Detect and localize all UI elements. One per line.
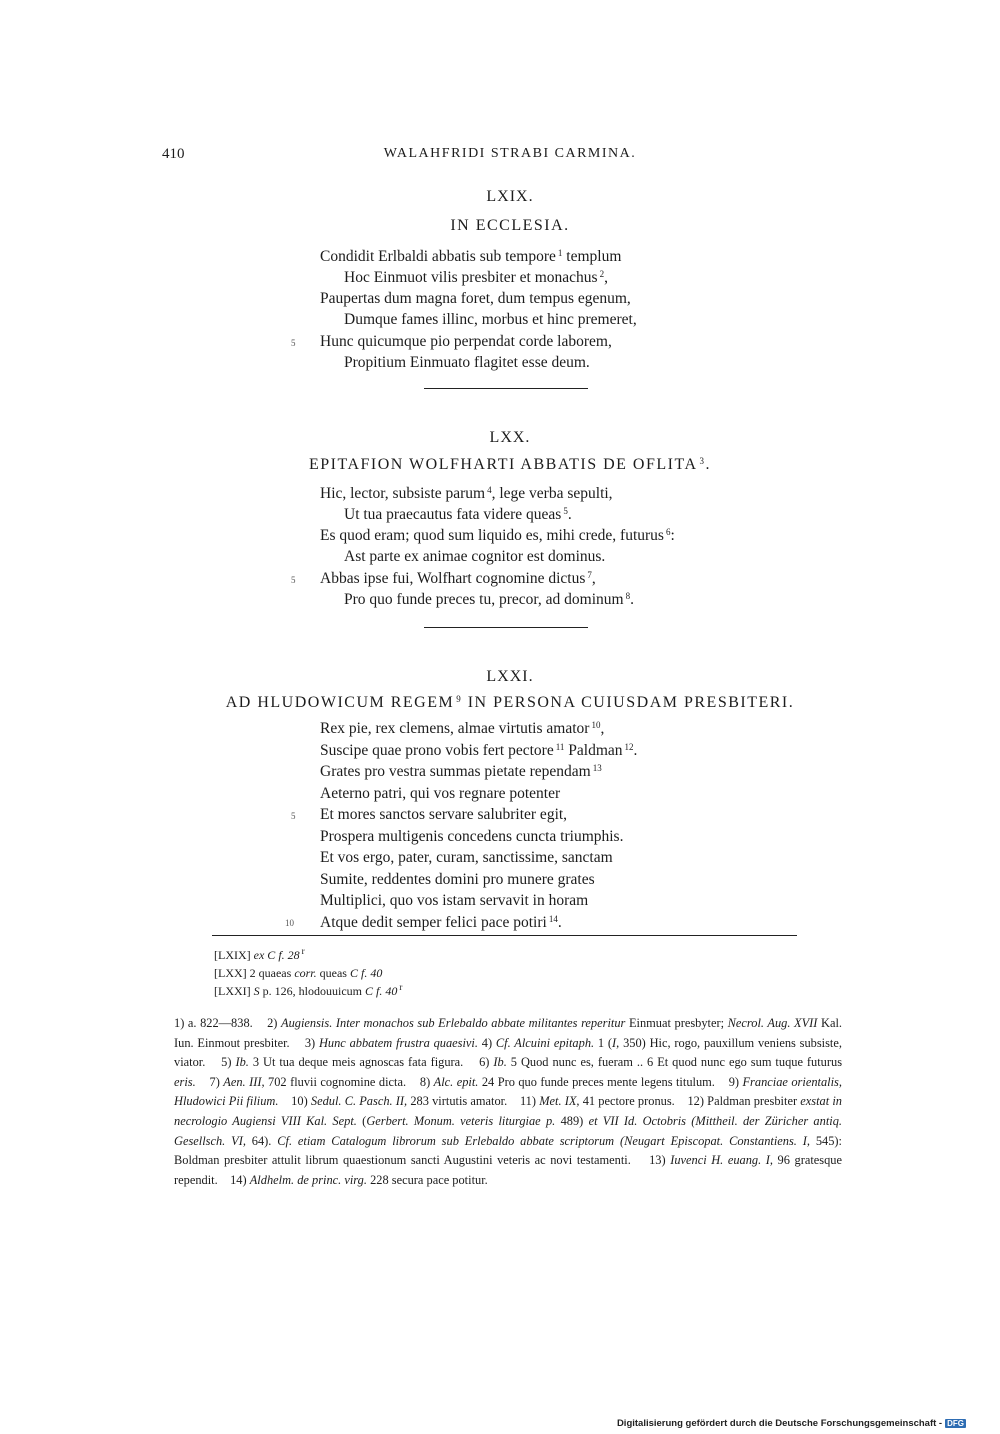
line-number: 5 <box>291 575 296 585</box>
line-number: 5 <box>291 811 296 821</box>
running-title: WALAHFRIDI STRABI CARMINA. <box>383 146 637 161</box>
verse-line: Propitium Einmuato flagitet esse deum. <box>344 354 590 371</box>
line-number: 10 <box>285 918 294 928</box>
poem-lxix-title: IN ECCLESIA. <box>450 217 570 234</box>
verse-line: Et mores sanctos servare salubriter egit, <box>320 806 568 823</box>
verse-line: Prospera multigenis concedens cuncta triumphis. <box>320 827 624 845</box>
verse-line: Abbas ipse fui, Wolfhart cognomine dictus $^7$, <box>320 570 596 587</box>
poem-lxxi-numeral: LXXI. <box>486 668 534 685</box>
verse-line: Rex pie, rex clemens, almae virtutis amator $^{10}$, <box>320 720 605 737</box>
verse-line: Suscipe quae prono vobis fert pectore $^{11}$ Paldman $^{12}$. <box>320 741 638 759</box>
footnote: 1) a. 822—838. <box>174 1016 253 1030</box>
section-divider <box>424 627 588 628</box>
apparatus-entry: [LXIX] ex C f. 28 $^r$ <box>214 946 305 962</box>
poem-lxix-verses <box>0 246 1000 376</box>
verse-line: Sumite, reddentes domini pro munere grates <box>320 870 595 888</box>
verse-line: Paupertas dum magna foret, dum tempus egenum, <box>320 290 631 307</box>
verse-line: Atque dedit semper felici pace potiri $^{14}$. <box>320 913 562 931</box>
verse-line: Hoc Einmuot vilis presbiter et monachus $^2$, <box>344 269 608 286</box>
poem-lxix-numeral: LXIX. <box>486 188 534 205</box>
poem-lxx-title: EPITAFION WOLFHARTI ABBATIS DE OFLITA $^3$. <box>308 456 712 473</box>
verse-line: Ut tua praecautus fata videre queas $^5$. <box>344 506 572 523</box>
verse-line: Es quod eram; quod sum liquido es, mihi crede, futurus $^6$: <box>320 527 675 544</box>
digitization-credit: Digitalisierung gefördert durch die Deutsche Forschungsgemeinschaft - DFG <box>616 1418 964 1429</box>
verse-line: Hunc quicumque pio perpendat corde laborem, <box>320 333 612 350</box>
verse-line: Hic, lector, subsiste parum $^4$, lege verba sepulti, <box>320 485 613 502</box>
apparatus-entry: [LXX] 2 quaeas corr. queas C f. 40 <box>214 966 383 980</box>
verse-line: Dumque fames illinc, morbus et hinc premeret, <box>344 311 637 328</box>
footnotes: 1) a. 822—838. 2) Augiensis. Inter monachos sub Erlebaldo abbate militantes reperitur Einmuat presbyter; Necrol. Aug. XVII Kal. Iun. Einmout presbiter. 3) Hunc abbatem frustra quaesivi. 4) Cf. Alcuini epitaph. 1 (I, 350) Hic, rogo, pauxillum veniens subsiste, viator. 5) Ib. 3 Ut tua deque meis agnoscas fata figura. 6) Ib. 5 Quod nunc es, fueram .. 6 Et quod nunc ego sum tuque futurus eris. 7) Aen. III, 702 fluvii cognomine dicta. 8) Alc. epit. 24 Pro quo funde preces mente legens titulum. 9) Franciae orientalis, Hludowici Pii filium. 10) Sedul. C. Pasch. II, 283 virtutis amator. 11) Met. IX, 41 pectore pronus. 12) Paldman presbiter exstat in necrologio Augiensi VIII Kal. Sept. (Gerbert. Monum. veteris liturgiae p. 489) et VII Id. Octobris (Mittheil. der Züricher antiq. Gesellsch. VI, 64). Cf. etiam Catalogum librorum sub Erlebaldo abbate scriptorum (Neugart Episcopat. Constantiens. I, 545): Boldman presbiter attulit librum quaestionum sancti Augustini veteris ac novi testamenti. 13) Iuvenci H. euang. I, 96 gratesque rependit. 14) Aldhelm. de princ. virg. 228 secura pace potitur. <box>174 1016 843 1187</box>
dfg-logo: DFG <box>947 1419 964 1428</box>
page-number: 410 <box>162 146 185 162</box>
verse-line: Multiplici, quo vos istam servavit in horam <box>320 892 589 909</box>
poem-lxxi-verses <box>0 718 1000 938</box>
verse-line: Ast parte ex animae cognitor est dominus. <box>344 548 606 565</box>
section-divider <box>424 388 588 389</box>
verse-line: Condidit Erlbaldi abbatis sub tempore $^1$ templum <box>320 248 622 265</box>
verse-line: Pro quo funde preces tu, precor, ad dominum $^8$. <box>344 591 634 608</box>
poem-lxxi-title: AD HLUDOWICUM REGEM $^9$ IN PERSONA CUIUSDAM PRESBITERI. <box>225 694 795 711</box>
verse-line: Grates pro vestra summas pietate rependam $^{13}$ <box>320 763 602 780</box>
apparatus-divider <box>212 935 797 936</box>
poem-lxx-numeral: LXX. <box>489 429 531 446</box>
verse-line: Aeterno patri, qui vos regnare potenter <box>320 784 561 802</box>
apparatus-entry: [LXXI] S p. 126, hlodouuicum C f. 40 $^r$ <box>214 982 403 998</box>
line-number: 5 <box>291 338 296 348</box>
poem-lxx-verses <box>0 483 1000 613</box>
verse-line: Et vos ergo, pater, curam, sanctissime, sanctam <box>320 849 613 866</box>
